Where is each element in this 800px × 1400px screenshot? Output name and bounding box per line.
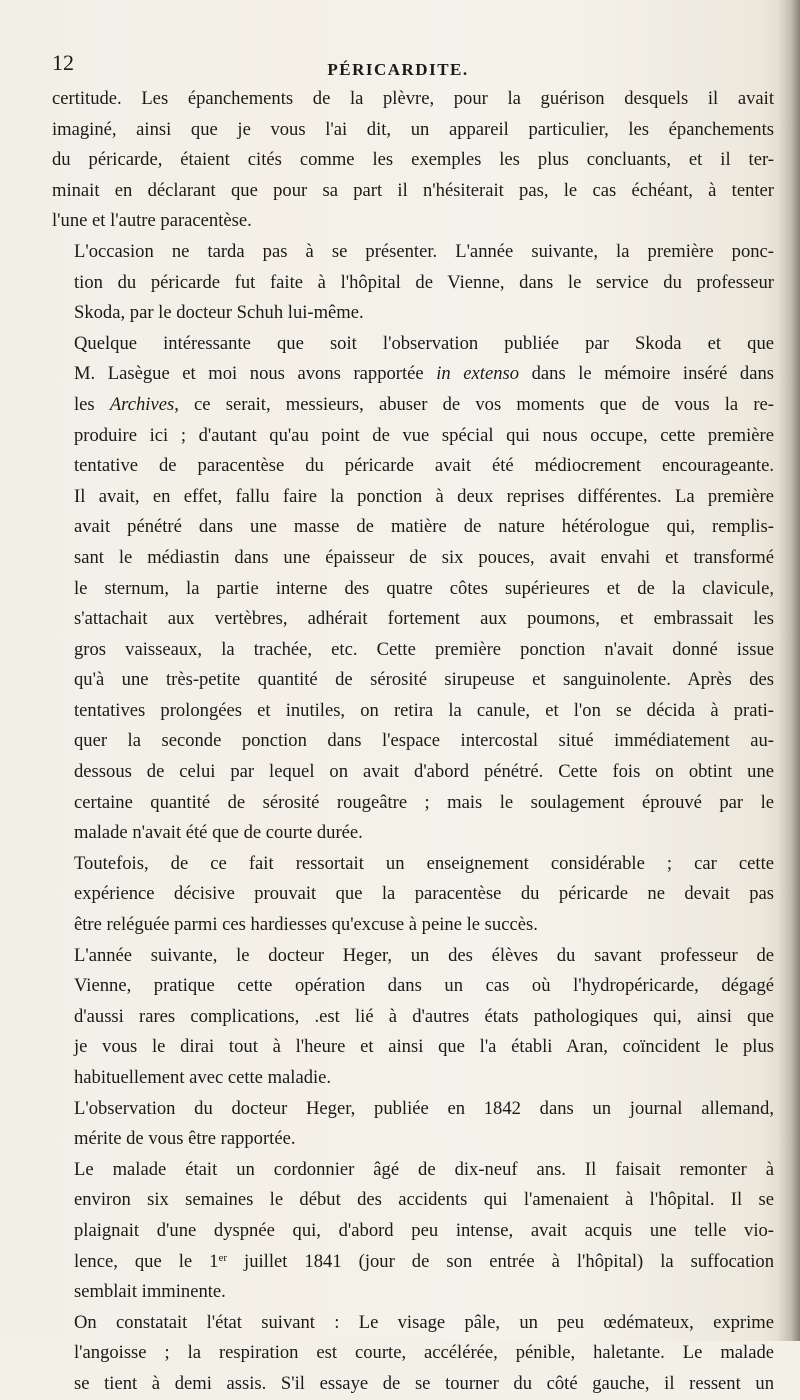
text-line: quer la seconde ponction dans l'espace intercostal situé immédiatement au- bbox=[74, 730, 774, 752]
text-line: L'occasion ne tarda pas à se présenter. L'année suivante, la première ponc- bbox=[74, 240, 774, 262]
text-line: certitude. Les épanchements de la plèvre, pour la guérison desquels il avait bbox=[52, 88, 774, 109]
text-line: sant le médiastin dans une épaisseur de six pouces, avait envahi et transformé bbox=[74, 546, 774, 568]
text-line: expérience décisive prouvait que la paracentèse du péricarde ne devait pas bbox=[74, 883, 774, 905]
text-segment: lence, que le 1 bbox=[74, 1250, 219, 1272]
text-line: L'année suivante, le docteur Heger, un des élèves du savant professeur de bbox=[74, 944, 774, 966]
paragraph bbox=[52, 1155, 774, 1308]
text-segment: dans le mémoire inséré dans bbox=[519, 363, 774, 385]
paragraph bbox=[52, 1094, 774, 1155]
text-line: s'attachait aux vertèbres, adhérait fortement aux poumons, et embrassait les bbox=[74, 608, 774, 630]
text-line: habituellement avec cette maladie. bbox=[74, 1067, 332, 1088]
italic-phrase: in extenso bbox=[436, 363, 520, 385]
text-line: environ six semaines le début des accidents qui l'amenaient à l'hôpital. Il se bbox=[74, 1189, 774, 1211]
text-line: produire ici ; d'autant qu'au point de vue spécial qui nous occupe, cette première bbox=[74, 424, 774, 446]
text-line: qu'à une très-petite quantité de sérosité sirupeuse et sanguinolente. Après des bbox=[74, 669, 774, 691]
text-line: tentatives prolongées et inutiles, on retira la canule, et l'on se décida à prati- bbox=[74, 699, 774, 721]
text-line: tentative de paracentèse du péricarde avait été médiocrement encourageante. bbox=[74, 455, 774, 477]
text-line bbox=[52, 390, 774, 421]
paragraph bbox=[52, 84, 774, 237]
text-line: malade n'avait été que de courte durée. bbox=[74, 822, 363, 844]
text-segment: , ce serait, messieurs, abuser de vos moments que de vous la re- bbox=[174, 393, 774, 415]
running-head bbox=[48, 50, 768, 80]
text-line: être reléguée parmi ces hardiesses qu'excuse à peine le succès. bbox=[74, 914, 538, 936]
text-line: gros vaisseaux, la trachée, etc. Cette première ponction n'avait donné issue bbox=[74, 638, 774, 660]
text-line: Vienne, pratique cette opération dans un cas où l'hydropéricarde, dégagé bbox=[74, 975, 774, 997]
text-line: se tient à demi assis. S'il essaye de se tourner du côté gauche, il ressent un bbox=[74, 1372, 774, 1394]
text-line bbox=[52, 359, 774, 390]
text-line: Il avait, en effet, fallu faire la ponction à deux reprises différentes. La première bbox=[74, 485, 774, 507]
paragraph bbox=[52, 237, 774, 329]
paragraph bbox=[52, 329, 774, 849]
text-line: l'angoisse ; la respiration est courte, accélérée, pénible, haletante. Le malade bbox=[74, 1342, 774, 1364]
italic-phrase: Archives bbox=[109, 393, 175, 415]
superscript: er bbox=[218, 1251, 228, 1264]
text-segment: les bbox=[74, 393, 110, 415]
text-line: Skoda, par le docteur Schuh lui-même. bbox=[74, 302, 364, 324]
text-line: imaginé, ainsi que je vous l'ai dit, un appareil particulier, les épanchements bbox=[52, 118, 774, 140]
text-segment: juillet 1841 (jour de son entrée à l'hôpital) la suffocation bbox=[227, 1250, 774, 1272]
text-line: On constatait l'état suivant : Le visage pâle, un peu œdémateux, exprime bbox=[74, 1311, 774, 1333]
text-line: d'aussi rares complications, .est lié à d'autres états pathologiques qui, ainsi que bbox=[74, 1005, 774, 1027]
text-line: mérite de vous être rapportée. bbox=[74, 1128, 296, 1150]
text-line: plaignait d'une dyspnée qui, d'abord peu intense, avait acquis une telle vio- bbox=[74, 1219, 774, 1241]
text-line: avait pénétré dans une masse de matière de nature hétérologue qui, remplis- bbox=[74, 516, 774, 538]
paragraph bbox=[52, 1308, 774, 1400]
page-number: 12 bbox=[52, 50, 74, 75]
paragraph bbox=[52, 941, 774, 1094]
text-line: L'observation du docteur Heger, publiée en 1842 dans un journal allemand, bbox=[74, 1097, 774, 1119]
text-line: l'une et l'autre paracentèse. bbox=[52, 210, 252, 232]
text-line: Toutefois, de ce fait ressortait un enseignement considérable ; car cette bbox=[74, 852, 774, 874]
running-title: PÉRICARDITE. bbox=[327, 60, 469, 79]
text-line: Quelque intéressante que soit l'observation publiée par Skoda et que bbox=[74, 332, 774, 354]
text-line: certaine quantité de sérosité rougeâtre ; mais le soulagement éprouvé par le bbox=[74, 791, 774, 813]
text-line: tion du péricarde fut faite à l'hôpital de Vienne, dans le service du professeur bbox=[74, 271, 774, 293]
text-line: minait en déclarant que pour sa part il n'hésiterait pas, le cas échéant, à tenter bbox=[52, 179, 774, 201]
paragraph bbox=[52, 849, 774, 941]
text-line: du péricarde, étaient cités comme les exemples les plus concluants, et il ter- bbox=[52, 149, 774, 171]
text-line bbox=[52, 1247, 774, 1278]
text-line: dessous de celui par lequel on avait d'abord pénétré. Cette fois on obtint une bbox=[74, 761, 774, 783]
page-edge-shadow bbox=[778, 0, 800, 1341]
text-line: semblait imminente. bbox=[74, 1281, 226, 1303]
text-line: Le malade était un cordonnier âgé de dix-neuf ans. Il faisait remonter à bbox=[74, 1158, 774, 1180]
text-segment: M. Lasègue et moi nous avons rapportée bbox=[74, 363, 437, 385]
text-line: le sternum, la partie interne des quatre côtes supérieures et de la clavicule, bbox=[74, 577, 774, 599]
body-text bbox=[52, 84, 774, 1400]
text-line: je vous le dirai tout à l'heure et ainsi que l'a établi Aran, coïncident le plus bbox=[74, 1036, 774, 1058]
